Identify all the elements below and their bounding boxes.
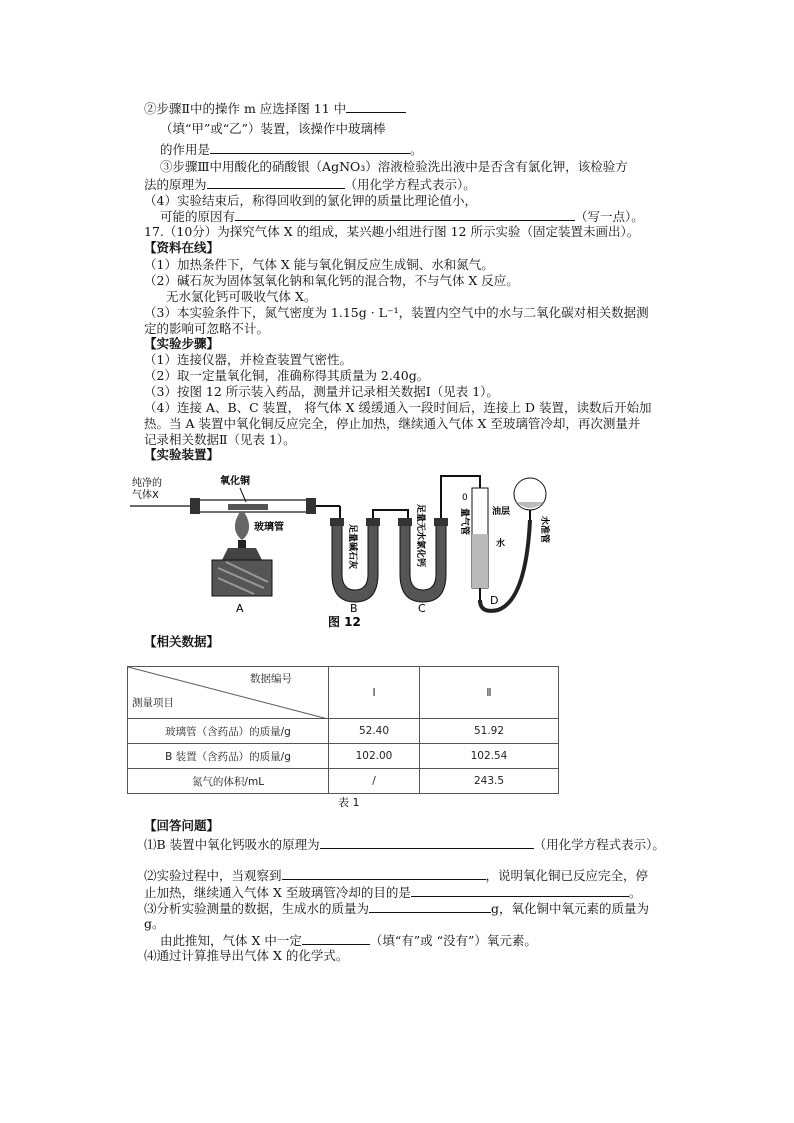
leveling-label: 水准管 xyxy=(539,516,549,544)
line: （2）碱石灰为固体氢氧化钠和氧化钙的混合物，不与气体 X 反应。 xyxy=(144,273,519,288)
cell: / xyxy=(329,769,420,794)
oil-label: 油层 xyxy=(492,507,511,517)
answer-blank[interactable] xyxy=(235,208,575,221)
cacl2-label: 足量无水氯化钙 xyxy=(415,504,425,568)
line: （2）取一定量氧化铜，准确称得其质量为 2.40g。 xyxy=(144,368,430,383)
section-heading: 【相关数据】 xyxy=(144,634,220,649)
gauge-label: 量气管 xyxy=(459,508,469,536)
question-line: 止加热，继续通入气体 X 至玻璃管冷却的目的是 。 xyxy=(144,885,642,900)
cell: 52.40 xyxy=(329,719,420,744)
line: （1）加热条件下，气体 X 能与氧化铜反应生成铜、水和氮气。 xyxy=(144,257,494,272)
question-17: 17.（10分）为探究气体 X 的组成，某兴趣小组进行图 12 所示实验（固定装置未画出）。 xyxy=(144,224,640,239)
row-label: 氮气的体积/mL xyxy=(128,769,329,794)
line: （3）本实验条件下，氮气密度为 1.15g · L⁻¹，装置内空气中的水与二氧化碳对相关数据测 xyxy=(144,305,649,320)
cuo-label: 氧化铜 xyxy=(220,476,250,487)
line: 无水氯化钙可吸收气体 X。 xyxy=(166,289,317,304)
line: ③步骤Ⅲ中用酸化的硝酸银（AgNO₃）溶液检验洗出液中是否含有氯化钾，该检验方 xyxy=(160,159,628,174)
line: （4）连接 A、B、C 装置， 将气体 X 缓缓通入一段时间后，连接上 D 装置，读数后开始加 xyxy=(144,400,652,415)
tube-label: 玻璃管 xyxy=(254,522,284,533)
answer-blank[interactable] xyxy=(369,900,491,913)
line: （1）连接仪器，并检查装置气密性。 xyxy=(144,352,352,367)
question-line: g。 xyxy=(144,916,165,931)
section-heading: 【资料在线】 xyxy=(144,240,220,255)
data-table xyxy=(127,666,559,794)
apparatus-figure xyxy=(128,464,568,634)
table-caption: 表 1 xyxy=(338,796,360,809)
question-line: ⑵实验过程中，当观察到 ，说明氧化铜已反应完全，停 xyxy=(144,868,649,883)
question-line: ⑶分析实验测量的数据，生成水的质量为 g，氧化铜中氧元素的质量为 xyxy=(144,901,650,916)
table-row xyxy=(128,719,559,744)
table-row xyxy=(128,744,559,769)
diag-top: 数据编号 xyxy=(250,673,292,685)
question-line: ⑴B 装置中氧化钙吸水的原理为 （用化学方程式表示）。 xyxy=(144,837,665,852)
answer-blank[interactable] xyxy=(346,100,406,113)
answer-blank[interactable] xyxy=(210,141,410,154)
cell: 102.00 xyxy=(329,744,420,769)
figure-caption: 图 12 xyxy=(328,615,361,629)
answer-blank[interactable] xyxy=(282,867,486,880)
zero-mark: 0 xyxy=(462,493,468,503)
label-b: B xyxy=(350,602,358,615)
gas-label: 气体X xyxy=(132,490,159,501)
line: （3）按图 12 所示装入药品，测量并记录相关数据Ⅰ（见表 1）。 xyxy=(144,384,499,399)
gas-label: 纯净的 xyxy=(132,478,162,489)
question-line: ⑷通过计算推导出气体 X 的化学式。 xyxy=(144,948,349,963)
cell: 243.5 xyxy=(420,769,559,794)
line: 定的影响可忽略不计。 xyxy=(144,321,270,336)
line: （4）实验结束后，称得回收到的氯化钾的质量比理论值小， xyxy=(144,193,477,208)
copper-oxide xyxy=(228,504,268,510)
line: 记录相关数据Ⅱ（见表 1）。 xyxy=(144,432,296,447)
table-row xyxy=(128,769,559,794)
label-d: D xyxy=(490,594,499,607)
label-a: A xyxy=(236,602,244,615)
section-heading: 【回答问题】 xyxy=(144,818,220,833)
diagonal-header-cell xyxy=(128,667,329,719)
answer-blank[interactable] xyxy=(302,932,370,945)
soda-lime-label: 足量碱石灰 xyxy=(347,524,357,570)
diag-bottom: 测量项目 xyxy=(132,697,174,709)
burner-wick xyxy=(238,540,246,548)
answer-blank[interactable] xyxy=(320,836,534,849)
col-header: Ⅰ xyxy=(329,667,420,719)
water-label: 水 xyxy=(496,539,506,549)
answer-blank[interactable] xyxy=(207,176,345,189)
section-heading: 【实验步骤】 xyxy=(144,336,220,351)
line: 可能的原因有 （写一点）。 xyxy=(160,209,644,224)
label-c: C xyxy=(418,602,426,615)
line: 的作用是 。 xyxy=(160,142,423,157)
col-header: Ⅱ xyxy=(420,667,559,719)
cell: 102.54 xyxy=(420,744,559,769)
flame xyxy=(235,512,249,540)
line: ②步骤Ⅱ中的操作 m 应选择图 11 中 xyxy=(144,100,406,117)
section-heading: 【实验装置】 xyxy=(144,447,220,462)
answer-blank[interactable] xyxy=(411,884,629,897)
line: 法的原理为 （用化学方程式表示）。 xyxy=(144,177,476,192)
question-line: 由此推知，气体 X 中一定 （填“有”或 “没有”）氧元素。 xyxy=(160,933,537,948)
row-label: 玻璃管（含药品）的质量/g xyxy=(128,719,329,744)
cell: 51.92 xyxy=(420,719,559,744)
alcohol-burner xyxy=(222,548,262,560)
line: 热。当 A 装置中氧化铜反应完全，停止加热，继续通入气体 X 至玻璃管冷却，再次测量并 xyxy=(144,416,641,431)
line: （填“甲”或“乙”）装置，该操作中玻璃棒 xyxy=(160,121,386,136)
row-label: B 装置（含药品）的质量/g xyxy=(128,744,329,769)
